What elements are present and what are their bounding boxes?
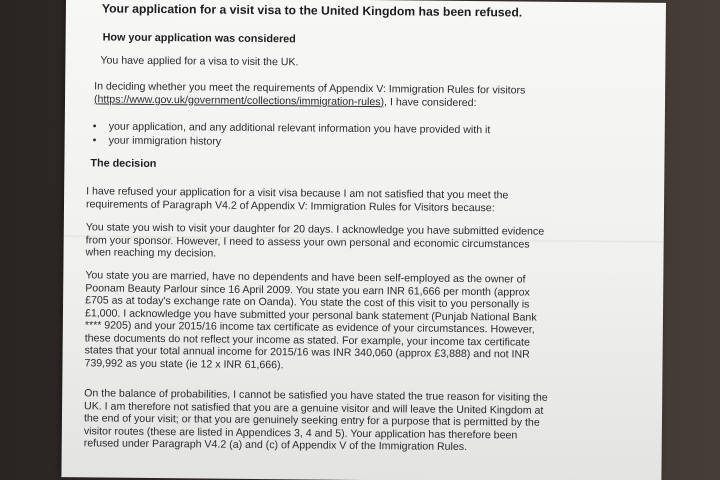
paragraph-line: £705 as at today's exchange rate on Oanda). You state the cost of this visit to you personally is — [85, 294, 530, 311]
paragraph-line: Poonam Beauty Parlour since 16 April 2009. You state you earn INR 61,666 per month (approx — [85, 281, 530, 299]
decision-paragraph — [86, 185, 646, 215]
list-item-text: your application, and any additional relevant information you have provided with it — [108, 120, 491, 137]
balance-of-probabilities-paragraph — [84, 387, 645, 455]
paragraph-line: visitor routes (these are listed in Appendices 3, 4 and 5). Your application has therefore been — [83, 424, 518, 441]
paragraph-line: the end of your visit; or that you are genuinely seeking entry for a purpose that is permitted by the — [83, 412, 540, 429]
paragraph-line: these documents do not reflect your income as stated. For example, your income tax certificate — [84, 331, 530, 349]
considered-items-list — [87, 120, 647, 152]
section-heading-consideration: How your application was considered — [102, 31, 296, 46]
paragraph-line: You state you wish to visit your daughter for 20 days. I acknowledge you have submitted evidence — [85, 221, 545, 238]
paragraph-line: £1,000. I acknowledge you have submitted your personal bank statement (Punjab National Bank — [84, 306, 537, 324]
paragraph-line: refused under Paragraph V4.2 (a) and (c) of Appendix V of the Immigration Rules. — [83, 437, 468, 453]
consideration-intro-line: In deciding whether you meet the requirements of Appendix V: Immigration Rules for visitors — [94, 80, 526, 97]
paragraph-line: when reaching my decision. — [85, 246, 217, 260]
bullet-marker: • — [92, 120, 97, 133]
section-heading-decision: The decision — [90, 157, 157, 170]
consideration-intro-tail: , I have considered: — [384, 95, 477, 109]
applied-statement: You have applied for a visa to visit the UK. — [100, 54, 299, 69]
daughter-visit-paragraph — [86, 221, 646, 264]
consideration-intro — [94, 80, 647, 110]
refusal-letter-page — [61, 0, 666, 480]
paragraph-line: I have refused your application for a visit visa because I am not satisfied that you meet the — [86, 185, 509, 202]
paragraph-line: UK. I am therefore not satisfied that you are a genuine visitor and will leave the United Kingdom at — [84, 399, 544, 417]
paragraph-line: You state you are married, have no dependents and have been self-employed as the owner of — [85, 269, 526, 286]
income-paragraph — [84, 269, 645, 374]
bullet-marker: • — [92, 133, 97, 146]
immigration-rules-link[interactable]: (https://www.gov.uk/government/collections/immigration-rules) — [93, 92, 385, 108]
paragraph-line: from your sponsor. However, I need to assess your own personal and economic circumstances — [85, 233, 530, 251]
paragraph-line: states that your total annual income for 2015/16 was INR 340,060 (approx £3,888) and not INR — [84, 344, 530, 361]
paragraph-line: On the balance of probabilities, I cannot be satisfied you have stated the true reason for visiting the — [84, 387, 548, 404]
paragraph-line: requirements of Paragraph V4.2 of Appendix V: Immigration Rules for Visitors because: — [85, 197, 495, 214]
list-item-text: your immigration history — [108, 134, 222, 148]
paragraph-line: **** 9205) and your 2015/16 income tax certificate as evidence of your circumstances. However, — [84, 319, 535, 336]
letter-title: Your application for a visit visa to the United Kingdom has been refused. — [101, 1, 523, 20]
paragraph-line: 739,992 as you state (ie 12 x INR 61,666). — [84, 356, 284, 371]
